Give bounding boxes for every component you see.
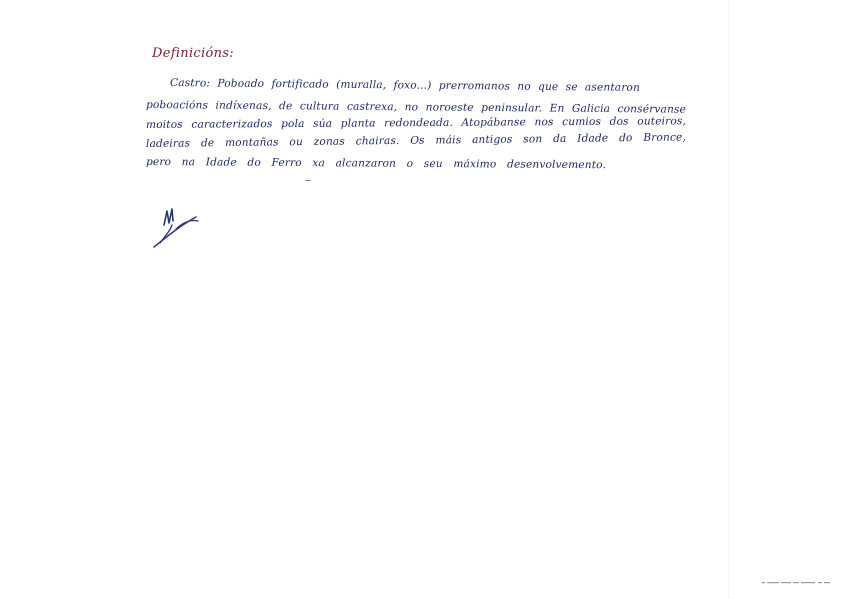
paragraph-line-3: moitos caracterizados pola súa planta redondeada. Atopábanse nos cumios dos outeiros, (145, 115, 687, 131)
definitions-heading: Definicións: (152, 46, 234, 61)
paragraph-line-5: pero na Idade do Ferro xa alcanzaron o seu máximo desenvolvemento. (145, 156, 607, 172)
signature-icon (150, 203, 202, 251)
scanner-stamp-icon (762, 581, 830, 584)
page-edge-line (728, 0, 729, 599)
paragraph-line-2: poboacións indíxenas, de cultura castrexa, no noroeste peninsular. En Galicia consérvanse (145, 99, 687, 116)
paragraph-line-4: ladeiras de montañas ou zonas chairas. Os máis antigos son da Idade do Bronce, (145, 131, 687, 150)
stray-pen-mark (305, 180, 311, 181)
paragraph-line-1: Castro: Poboado fortificado (muralla, foxo...) prerromanos no que se asentaron (169, 77, 641, 94)
